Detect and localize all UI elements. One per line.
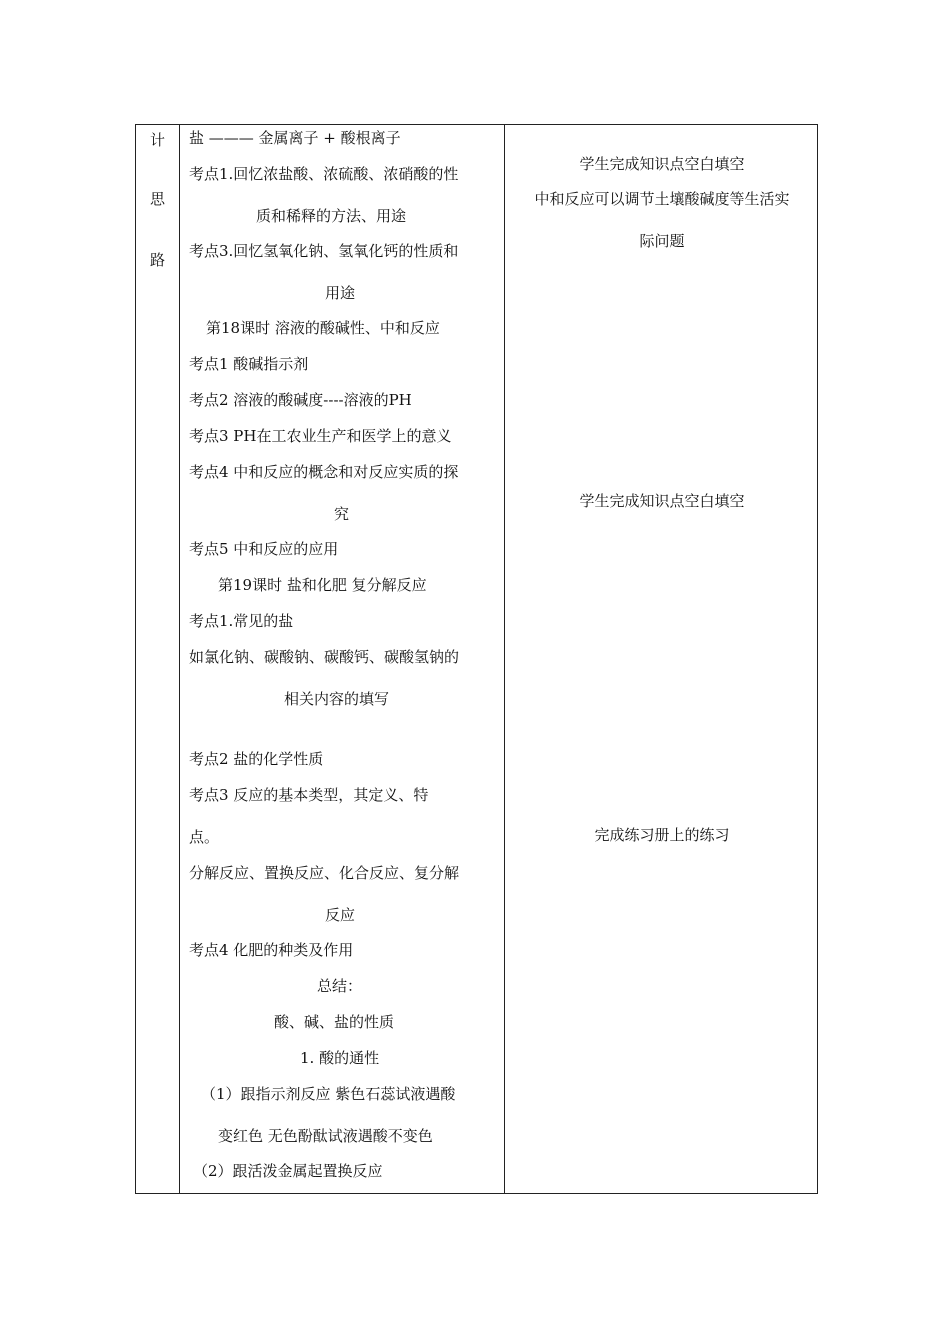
lesson-heading: 第19课时 盐和化肥 复分解反应 <box>218 576 427 594</box>
activity-note: 学生完成知识点空白填空 <box>579 492 745 510</box>
content-line: 究 <box>334 505 350 523</box>
content-line: 分解反应、置换反应、化合反应、复分解 <box>189 864 460 882</box>
content-line: 考点5 中和反应的应用 <box>189 540 339 558</box>
column-divider <box>179 125 180 1193</box>
content-line: 盐 ——— 金属离子 + 酸根离子 <box>189 129 401 147</box>
content-line: 考点1.回忆浓盐酸、浓硫酸、浓硝酸的性 <box>189 165 459 183</box>
activity-note: 中和反应可以调节土壤酸碱度等生活实 <box>534 190 790 208</box>
side-label-char: 路 <box>149 251 165 269</box>
content-line: 点。 <box>189 828 220 846</box>
content-line: 考点3.回忆氢氧化钠、氢氧化钙的性质和 <box>189 242 459 260</box>
content-line: 考点3 反应的基本类型，其定义、特 <box>189 786 429 804</box>
content-line: （1）跟指示剂反应 紫色石蕊试液遇酸 <box>201 1085 456 1103</box>
activity-note: 际问题 <box>639 232 685 250</box>
summary-heading: 总结： <box>317 977 363 995</box>
content-line: 考点2 溶液的酸碱度----溶液的PH <box>189 391 412 409</box>
lesson-heading: 第18课时 溶液的酸碱性、中和反应 <box>206 319 440 337</box>
content-line: 考点1 酸碱指示剂 <box>189 355 309 373</box>
lesson-table <box>135 124 818 1194</box>
content-line: 考点1.常见的盐 <box>189 612 294 630</box>
content-line: 1. 酸的通性 <box>300 1049 380 1067</box>
content-line: 质和稀释的方法、用途 <box>256 207 407 225</box>
content-line: （2）跟活泼金属起置换反应 <box>193 1162 383 1180</box>
content-line: 考点4 化肥的种类及作用 <box>189 941 354 959</box>
content-line: 反应 <box>325 906 356 924</box>
content-line: 用途 <box>325 284 356 302</box>
activity-note: 学生完成知识点空白填空 <box>579 155 745 173</box>
activity-note: 完成练习册上的练习 <box>594 826 730 844</box>
content-line: 酸、碱、盐的性质 <box>274 1013 395 1031</box>
content-line: 如氯化钠、碳酸钠、碳酸钙、碳酸氢钠的 <box>189 648 460 666</box>
side-label-char: 计 <box>149 131 165 149</box>
content-line: 考点3 PH在工农业生产和医学上的意义 <box>189 427 452 445</box>
side-label-char: 思 <box>149 190 165 208</box>
content-line: 考点4 中和反应的概念和对反应实质的探 <box>189 463 459 481</box>
content-line: 变红色 无色酚酞试液遇酸不变色 <box>218 1127 433 1145</box>
column-divider <box>504 125 505 1193</box>
content-line: 相关内容的填写 <box>284 690 390 708</box>
content-line: 考点2 盐的化学性质 <box>189 750 324 768</box>
